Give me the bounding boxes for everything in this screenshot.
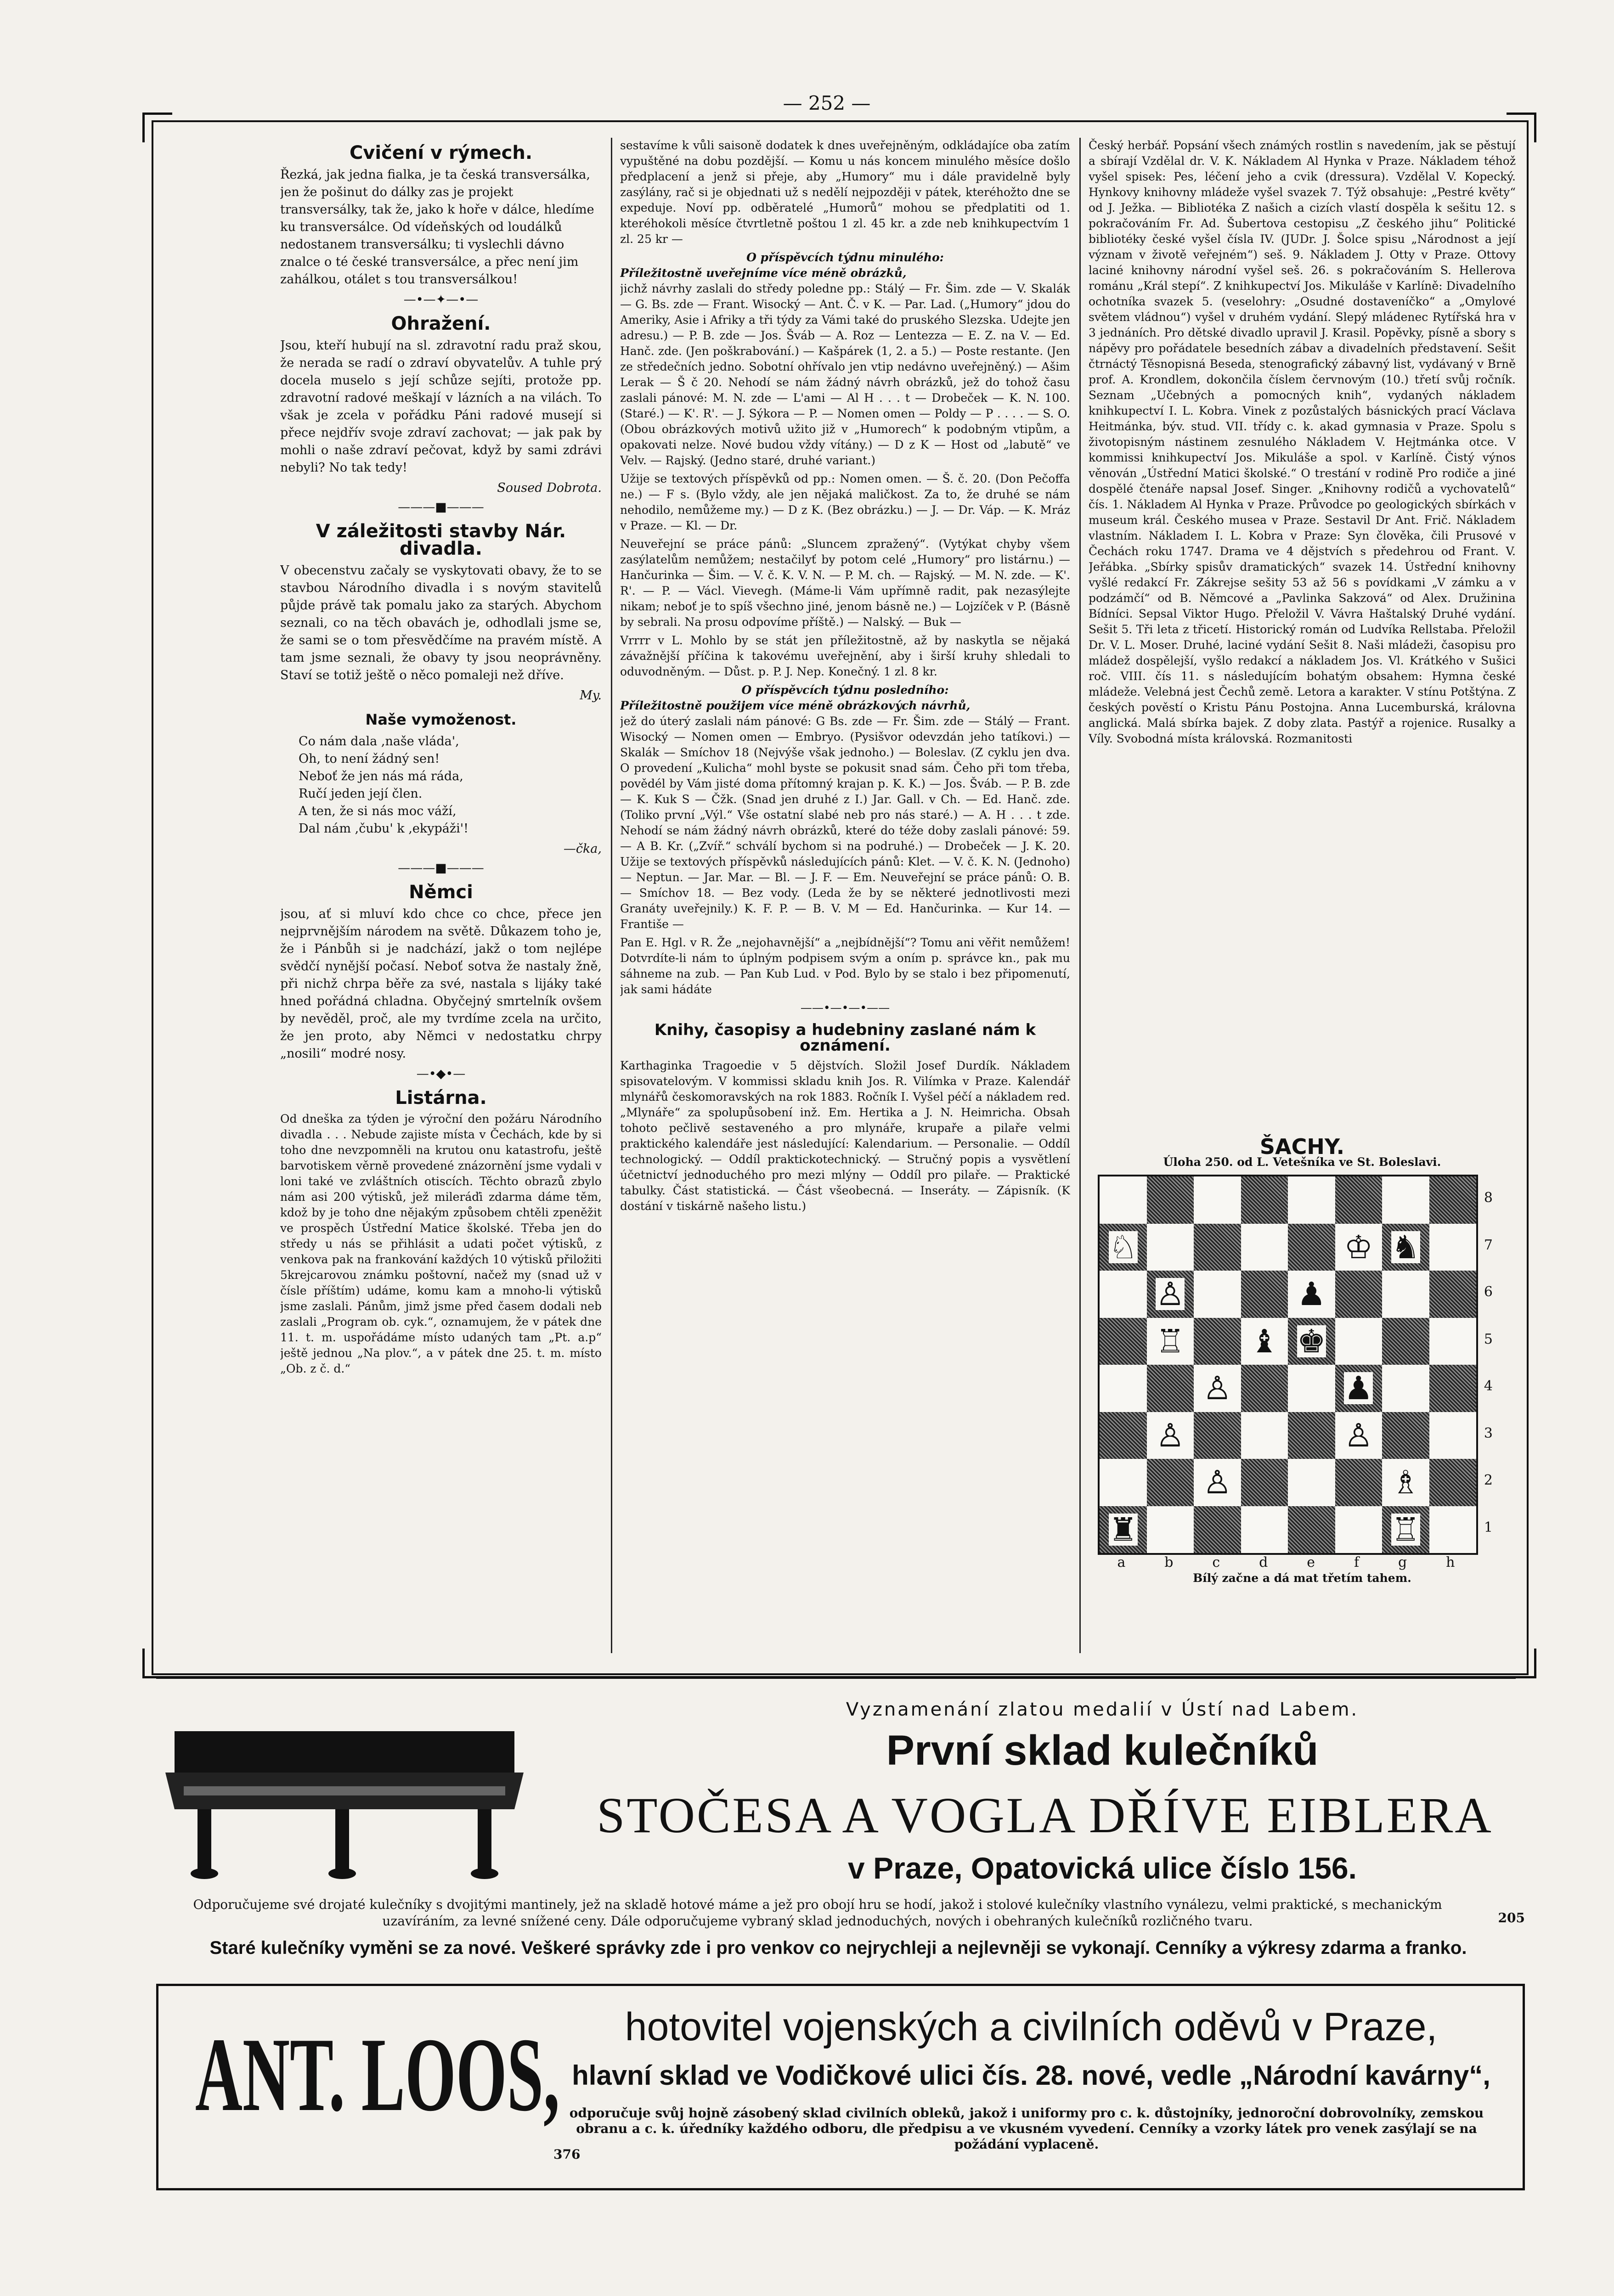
article-signature: Soused Dobrota. [497,481,602,495]
chess-square [1288,1365,1335,1412]
ad-line1: hotovitel vojenských a civilních oděvů v Praze, [625,2005,1438,2049]
chess-square [1382,1412,1429,1459]
column-2 [620,138,1070,1653]
chess-square [1194,1412,1241,1459]
chess-square [1241,1318,1288,1365]
poem-line: Co nám dala ,naše vláda', [299,734,459,748]
ad-footer: Staré kulečníky vyměni se za nové. Veškeré správky zde i pro venkov co nejrychleji a nejlevněji se vykonají. Cenníky a výkresy zdarma a franko. [209,1938,1467,1958]
article-text: V obecenstvu začaly se vyskytovati obavy, že to se stavbou Národního divadla i s novým stavitelů půjde právě tak pomalu jako za starých. Abychom seznali, co na těch obavách je, odhodlali jsme se, že sami se o tom přesvědčíme na pravém místě. A tam jsme seznali, že obavy ty jsou neoprávněny. Staví se totiž ještě o něco pomaleji než dříve. [280,563,602,682]
listarna-text: Vrrrr v L. Mohlo by se stát jen příležitostně, až by naskytla se nějaká závažnější příčina k takovému uveřejnění, aby i širší kruhy shledali to oduvodněným. — Důst. p. P. J. Nep. Konečný. 1 zl. 8 kr. [620,634,1070,678]
chess-square [1335,1271,1383,1318]
chess-piece: ♖ [1391,1510,1420,1548]
chess-square [1241,1365,1288,1412]
chess-square [1382,1506,1429,1553]
chess-board [1098,1175,1478,1555]
article-text: jsou, ať si mluví kdo chce co chce, přece jen nejprvnějším národem na světě. Důkazem toho je, že i Pánbůh si je nadchází, jakž o tom nejlépe svědčí nynější počasí. Neboť sotva že nastaly žně, při nichž chrpa běře za své, nastala s lijáky také hned pořádná chladna. Obyčejný smrtelník ovšem by nevěděl, proč, ale my tvrdíme zcela na určito, že jen proto, aby Němci v nedostatku chrpy „nosili“ modré nosy. [280,907,602,1061]
chess-square [1429,1224,1477,1271]
chess-square [1335,1459,1383,1506]
chess-piece: ♔ [1344,1228,1373,1266]
chess-square [1382,1224,1429,1271]
divider-ornament: —•◆•— [416,1067,466,1081]
rank-label: 4 [1484,1378,1493,1395]
chess-square [1429,1318,1477,1365]
chess-square [1100,1459,1147,1506]
rank-label: 5 [1484,1331,1493,1347]
chess-square [1429,1412,1477,1459]
article-text: Od dneška za týden je výroční den požáru Národního divadla . . . Nebude zajiste místa v Čechách, kde by si toho dne nevzpomněli na krutou onu katastrofu, ještě barvotiskem věrně provedené znázornění jsme vydali v loni také ve zvláštních otiscích. Těchto obrazů zbylo nám asi 200 výtisků, jež mileráďi zdarma dáme těm, kdož by je toho dne nějakým způsobem chtěli zpeněžit ve prospěch Ústřední Matice školské. Třeba jen do středy u nás se přihlásit a udati počet výtisků, z venkova pak na frankování každých 10 výtisků přiložiti 5krejcarovou známku poštovní, načež my (snad už v čísle příštím) udáme, komu kam a mnoho-li výtisků jsme zaslali. Pánům, jimž jsme před časem dodali neb zaslali „Program ob. cyk.“, oznamujem, že v pátek dne 11. t. m. uspořádáme místo udaných tam „Pt. a.p“ ještě jednou „Na plov.“, a v pátek dne 25. t. m. místo „Ob. z č. d.“ [280,1112,602,1375]
chess-square [1335,1365,1383,1412]
chess-ranks [1484,1175,1493,1551]
chess-square [1100,1506,1147,1553]
ad-firm: STOČESA A VOGLA DŘÍVE EIBLERA [597,1787,1493,1843]
chess-square [1241,1271,1288,1318]
chess-square [1335,1412,1383,1459]
rank-label: 2 [1484,1472,1493,1489]
chess-square [1147,1506,1194,1553]
poem-title: Naše vymoženost. [365,711,517,728]
chess-square [1241,1224,1288,1271]
chess-piece: ♟ [1344,1369,1373,1407]
ad-address: v Praze, Opatovická ulice číslo 156. [848,1851,1357,1885]
divider-ornament: —•—✦—•— [403,293,479,307]
poem-line: Neboť že jen nás má ráda, [299,769,463,783]
chess-caption: Bílý začne a dá mat třetím tahem. [1193,1571,1411,1585]
chess-square [1382,1271,1429,1318]
rank-label: 8 [1484,1190,1493,1206]
chess-square [1194,1506,1241,1553]
chess-piece: ♗ [1391,1463,1420,1502]
poem-line: A ten, že si nás moc váží, [299,804,457,818]
file-label: c [1212,1554,1220,1570]
column-1 [280,138,602,1653]
article-signature: My. [580,688,602,703]
chess-square [1241,1459,1288,1506]
ad-number: 205 [1498,1910,1525,1925]
divider-ornament: ———■——— [398,500,484,514]
chess-square [1194,1271,1241,1318]
books-text: Karthaginka Tragoedie v 5 dějstvích. Složil Josef Durdík. Nákladem spisovatelovým. V kommissi skladu knih Jos. R. Vilímka v Praze. Kalendář mlynářů českomoravských na rok 1883. Ročník I. Vyšel péčí a nákladem red. „Mlynáře“ za spolupůsobení inž. Em. Hertika a J. N. Heimricha. Obsah tohoto pečlivě sestaveného a pro mlynáře, krupaře a pilaře velmi praktického kalendáře jest následující: Kalendarium. — Personalie. — Oddíl technologický. — Oddíl praktickotechnický. — Stručný popis a vysvětlení účetnictví jednoduchého pro mezi mlýny — Oddíl pro pilaře. — Praktické tabulky. Část statistická. — Část všeobecná. — Inseráty. — Zápisník. (K dostání v tiskárně našeho listu.) [620,1059,1070,1213]
chess-piece: ♙ [1156,1275,1185,1313]
file-label: g [1398,1554,1407,1570]
chess-square [1382,1459,1429,1506]
listarna-text: jež do úterý zaslali nám pánové: G Bs. zde — Fr. Šim. zde — Stálý — Frant. Wisocký — Nomen omen — Embryo. (Pysišvor odevzdán jeho tatíkovi.) — Skalák — Smíchov 18 (Nejvýše však jednoho.) — Boleslav. (Z cyklu jen dva. O provedení „Kulicha“ mohl byste se pokusit snad sám. Čeho při tom třeba, povědél by Vám jisté doma přítomný krajan p. K. K.) — Jos. Šváb. — P. B. zde — K. Kuk S — Čžk. (Snad jen druhé z I.) Jar. Gall. v Ch. — Ed. Hanč. zde. (Toliko první „Výl.“ Vše ostatní slabé neb pro nás staré.) — A. H . . . t zde. Nehodí se nám žádný návrh obrázků, které do téže doby zaslali pánové: 59. — A B. Kr. („Zvíř.“ schválí bychom si na podruhé.) — Drobeček — J. K. 20. Užije se textových příspěvků následujících pánů: Klet. — V. č. K. N. (Jednoho) — Neptun. — Jar. Mar. — Bl. — J. F. — Em. Neuveřejní se práce pánů: O. B. — Smíchov 18. — Bez vody. (Leda že by se některé jednotlivosti mezi Granáty uveřejnily.) K. F. P. — B. V. M — Ed. Hančurinka. — Kur 14. — Františe — [620,715,1070,931]
article-title: V záležitosti stavby Nár. divadla. [316,521,566,559]
chess-square [1288,1224,1335,1271]
chess-piece: ♝ [1250,1322,1279,1360]
chess-square [1147,1318,1194,1365]
section-heading: O příspěvcích týdnu posledního: [741,683,949,697]
listarna-text: Užije se textových příspěvků od pp.: Nomen omen. — Š. č. 20. (Don Pečoffa ne.) — F s. (Bylo vždy, ale jen nějaká maličkost. Za to, že druhé se nám nehodilo, nemůžeme my.) — D z K. (Bez obrázku.) — J. — Dr. Váp. — K. Mráz v Praze. — Kl. — Dr. [620,472,1070,532]
ad-number: 376 [553,2147,581,2162]
rank-label: 7 [1484,1237,1493,1253]
ad-title: První sklad kulečníků [886,1727,1319,1774]
chess-square [1100,1412,1147,1459]
chess-square [1100,1224,1147,1271]
poem-lines [299,733,602,838]
poem-signature: —čka, [563,842,602,856]
chess-piece: ♘ [1108,1228,1138,1266]
chess-square [1335,1318,1383,1365]
chess-piece: ♖ [1156,1322,1185,1360]
chess-square [1335,1176,1383,1224]
chess-square [1429,1176,1477,1224]
section-subheading: Příležitostně uveřejníme více méně obrázků, [620,266,907,280]
chess-piece: ♟ [1297,1275,1326,1313]
chess-title: ŠACHY. [1259,1134,1345,1159]
ad-body: Odporučujeme své drojaté kulečníky s dvojitými mantinely, jež na skladě hotové máme a jež pro obojí hru se hodí, jakož i stolové kulečníky vlastního vynálezu, velmi praktické, s mechanickým uzavíráním, za levné snížené ceny. Dále odporučujeme vybraný sklad jednoduchých, nových i obehraných kulečníků rozličného tvaru. [193,1897,1442,1929]
ad-line2: hlavní sklad ve Vodičkové ulici čís. 28. nové, vedle „Národní kavárny“, [572,2060,1490,2091]
rank-label: 3 [1484,1425,1493,1441]
listarna-text: Neuveřejní se práce pánů: „Sluncem zpražený“. (Vytýkat chyby všem zasýlatelům nemůžem; nestačilyť by potom celé „Humory“ pro listárnu.) — Hančurinka — Šim. — V. č. K. V. N. — P. M. ch. — Rajský. — M. N. zde. — K'. R'. — P. — Václ. Vievegh. (Máme-li Vám upřímně radit, pak nezasýlejte nikam; neboť je to spíš všechno jiné, jenom básně ne.) — Lojzíček v P. (Básně by sebrali. Na prosu odpovíme příště.) — Nalský. — Buk — [620,537,1070,629]
chess-square [1194,1318,1241,1365]
file-label: f [1354,1554,1360,1570]
article-title: Listárna. [395,1087,487,1109]
chess-square [1288,1459,1335,1506]
column-rule [611,138,612,1653]
chess-square [1335,1224,1383,1271]
chess-square [1147,1412,1194,1459]
chess-square [1100,1176,1147,1224]
chess-square [1241,1412,1288,1459]
listarna-text: sestavíme k vůli saisoně dodatek k dnes uveřejněným, odkládajíce oba zatím vypuštěné na dobu pozdější. — Komu u nás koncem minulého měsíce došlo předplacení a jenž si přeje, aby „Humory“ mu i dále pravidelně byly zasýlány, rač si je objednati už s nedělí nejpozději v pátek, kteréhožto dne se expeduje. Noví pp. odběratelé „Humorů“ mohou se předplatiti od 1. kteréhokoli měsíce čtvrtletně poštou 1 zl. 45 kr. a zde neb knihkupectvím 1 zl. 25 kr — [620,139,1070,246]
chess-square [1241,1176,1288,1224]
rank-label: 1 [1484,1519,1493,1536]
chess-task: Úloha 250. od L. Vetešníka ve St. Boleslavi. [1163,1155,1441,1169]
chess-square [1382,1365,1429,1412]
file-label: b [1164,1554,1174,1570]
chess-piece: ♚ [1297,1322,1326,1360]
listarna-text: Pan E. Hgl. v R. Že „nejohavnější“ a „nejbídnější“? Tomu ani věřit nemůžem! Dotvrdíte-li nám to úplným podpisem svým a oním p. správce kn., pak mu sáhneme na zub. — Pan Kub Lud. v Pod. Bylo by se stalo i bez připomenutí, jak sami hádáte [620,936,1070,996]
chess-square [1147,1365,1194,1412]
chess-square [1382,1176,1429,1224]
ad-award-line: Vyznamenání zlatou medalií v Ústí nad Labem. [846,1699,1359,1720]
chess-square [1100,1318,1147,1365]
chess-square [1194,1176,1241,1224]
rank-label: 6 [1484,1284,1493,1300]
chess-piece: ♜ [1108,1510,1138,1548]
chess-square [1241,1506,1288,1553]
poem-line: Dal nám ,čubu' k ,ekypáži'! [299,822,469,836]
chess-square [1382,1318,1429,1365]
chess-square [1100,1365,1147,1412]
chess-files [1098,1555,1474,1570]
chess-square [1429,1365,1477,1412]
tailor-ad-box [156,1984,1525,2190]
chess-square [1288,1176,1335,1224]
chess-square [1147,1176,1194,1224]
chess-square [1288,1506,1335,1553]
chess-piece: ♙ [1202,1463,1232,1502]
file-label: e [1307,1554,1315,1570]
ad-name: ANT. LOOS, [195,2016,560,2133]
section-heading: O příspěvcích týdnu minulého: [746,251,944,264]
chess-square [1288,1318,1335,1365]
article-title: Ohražení. [391,313,491,334]
chess-square [1335,1506,1383,1553]
article-text: Jsou, kteří hubují na sl. zdravotní radu praž skou, že nerada se radí o zdraví obyvatelův. A tuhle prý docela muselo s její schůze sejíti, protože pp. zdravotní radové meškají v lázních a na vilách. To však je zcela v pořádku Páni radové musejí si přece nejdřív svoje zdraví zachovat; — jak pak by mohli o naše zdraví pečovat, když by sami zdrávi nebyli? No tak tedy! [280,338,602,475]
frame-corner-ornament [142,1649,172,1678]
ad-line3: odporučuje svůj hojně zásobený sklad civilních obleků, jakož i uniformy pro c. k. důstojníky, jednoroční dobrovolníky, zemskou obranu a c. k. úředníky každého odboru, dle předpisu a ve vkusném vyvedení. Cenníky a vzorky látek pro venek zasýlají se na požádání vyplaceně. [569,2105,1484,2152]
divider-ornament: ——•—•—•—— [800,1001,890,1014]
page-number: — 252 — [783,92,871,114]
books-text: Český herbář. Popsání všech známých rostlin s navedením, jak se pěstují a sbírají Vzdělal dr. V. K. Nákladem Al Hynka v Praze. Nákladem téhož vyšel spisek: Pes, léčení jeho a cvik (dressura). Vzdělal V. Kopecký. Hynkovy knihovny mládeže vyšel svazek 7. Týž obsahuje: „Pestré květy“ od J. Ježka. — Bibliotéka Z našich a cizích vlastí dospěla k sešitu 12. s pokračováním Fr. Ad. Šubertova cestopisu „Z českého jihu“ Politické bibliotéky české vyšel čísla IV. (JUDr. J. Šolce spisu „Národnost a její význam v životě veřejném“) seš. 9. Nákladem J. Otty v Praze. Ottovy laciné knihovny národní vyšel seš. 26. s pokračováním S. Hellerova románu „Král stepí“. Z knihkupectví Jos. Mikuláše v Karlíně: Divadelního ochotníka svazek 5. (veselohry: „Osudné dostaveníčko“ a „Omylové světem vládnou“) vyšel v druhém vydání. Slepý mládenec Rytířská hra v 3 jednáních. Pro dětské divadlo upravil J. Krasil. Popěvky, písně a sbory s nápěvy pro pořádatele besedních zábav a divadelních představení. Sešit čtrnáctý Těsnopisná Beseda, stenografický zábavný list, vydávaný v Brně prof. A. Krondlem, dokončila číslem červnovým (10.) třetí svůj ročník. Seznam „Učebných a pomocných knih“, vydaných nákladem knihkupectví I. L. Kobra. Vinek z pozůstalých básnických prací Václava Heitmánka, býv. stud. VII. třídy c. k. akad gymnasia v Praze. Spolu s životopisným nástinem zesnulého Nákladem V. Hejtmánka otce. V kommissi knihkupectví Jos. Mikuláše a spol. v Karlíně. Čistý výnos věnován „Ústřední Matici školské.“ O trestání v rodině Pro rodiče a jiné dospělé čtenáře napsal Josef. Singer. „Knihovny rodičů a vychovatelů“ čís. 1. Nákladem Al Hynka v Praze. Průvodce po geologických sbírkách v museum král. Českého musea v Praze. Sestavil Dr Ant. Frič. Nákladem vlastním. Nákladem I. L. Kobra v Praze: Syn člověka, čili Prusové v Čechách roku 1747. Drama ve 4 dějstvích s předehrou od Frant. V. Jeřábka. „Sbírky spisův dramatických“ svazek 14. Ústřední knihovny vyšlé redakcí Fr. Zákrejse sešity 53 až 56 s povídkami „V zámku a v podzámčí“ od B. Němcové a „Pavlinka Sakzová“ od Alex. Družinina Bídníci. Sepsal Viktor Hugo. Přeložil V. Vávra Haštalský Druhé vydání. Sešit 5. Tři leta z třicetí. Historický román od Ludvíka Rellstaba. Přeložil Dr. V. L. Moser. Druhé, laciné vydání Sešit 8. Naši mládeži, časopisu pro mládež dospělejší, vyšlo redakcí a nákladem Jos. Vl. Krátkého v Sušici roč. VIII. čís 11. s následujícím bohatým obsahem: Hymna české mládeže. Velebná jest Čechů země. Letora a karakter. V stínu Potštýna. Z českých pověstí o Kristu Pánu Postojna. Anna Lucemburská, královna anglická. Malá sbírka bajek. Z doby zlata. Pastýř a rojenice. Rusalky a Víly. Svobodná místa královská. Rozmanitosti [1089,139,1516,745]
frame-corner-ornament [142,113,172,142]
column-3 [1089,138,1516,1653]
chess-piece: ♙ [1344,1416,1373,1454]
chess-square [1194,1224,1241,1271]
chess-diagram [1098,1175,1493,1570]
chess-square [1194,1365,1241,1412]
file-label: h [1446,1554,1455,1570]
section-subheading: Příležitostně použijem více méně obrázkových návrhů, [620,699,971,712]
divider-ornament: ———■——— [398,861,484,875]
article-title: Cvičení v rýmech. [349,142,533,163]
chess-piece: ♙ [1156,1416,1185,1454]
chess-piece: ♞ [1391,1228,1420,1266]
file-label: d [1259,1554,1268,1570]
column-rule [1079,138,1081,1653]
chess-square [1288,1412,1335,1459]
chess-piece: ♙ [1202,1369,1232,1407]
poem-line: Oh, to není žádný sen! [299,752,440,766]
chess-square [1429,1506,1477,1553]
article-title: Němci [409,882,473,903]
article-text: Řezká, jak jedna fialka, je ta česká transversálka, jen že pošinut do dálky zas je projekt transversálky, tak že, jako k hoře v dálce, hledíme ku transversálce. Od vídeňských od loudálků nedostanem transversálku; ti vyslechli dávno znalce o té české transversálce, a přec není jim zahálkou, otálet s tou transversálkou! [280,168,594,287]
divider-rule [156,1676,1516,1679]
file-label: a [1117,1554,1126,1570]
chess-square [1429,1459,1477,1506]
chess-square [1147,1224,1194,1271]
chess-square [1194,1459,1241,1506]
chess-square [1147,1271,1194,1318]
chess-square [1100,1271,1147,1318]
listarna-text: jichž návrhy zaslali do středy poledne pp.: Stálý — Fr. Šim. zde — V. Skalák — G. Bs. zde — Frant. Wisocký — Ant. Č. v K. — Par. Lad. („Humory“ jdou do Ameriky, Asie i Afriky a tři týdy za Vámi také do pruského Slezska. Udejte jen adresu.) — P. B. zde — Jos. Šváb — A. Roz — Lentezza — E. Z. na V. — Ed. Hanč. zde. (Jen poškrabování.) — Kašpárek (1, 2. a 5.) — Poste restante. (Jen ze středečních jedno. Sobotní ohřívalo jen vtip nedávno uveřejněný.) — Ašim Lerak — Š č 20. Nehodí se nám žádný návrh obrázků, jež do tohož času zaslali pánové: M. N. zde — L'ami — Al H . . . t — Drobeček — K. N. 100. (Staré.) — K'. R'. — J. Sýkora — P. — Nomen omen — Poldy — P . . . . — S. O. (Obou obrázkových motivů užito již v „Humorech“ k podobným vtipům, a opakovati nelze. Nové budou vždy vítány.) — D z K — Host od „labutě“ ve Velv. — Rajský. (Jedno staré, druhé variant.) [620,282,1070,467]
chess-square [1429,1271,1477,1318]
poem-line: Ručí jeden její člen. [299,787,423,801]
billiard-table-illustration [156,1717,533,1883]
chess-square [1288,1271,1335,1318]
chess-square [1147,1459,1194,1506]
section-heading: Knihy, časopisy a hudebniny zaslané nám k oznámení. [654,1021,1036,1055]
